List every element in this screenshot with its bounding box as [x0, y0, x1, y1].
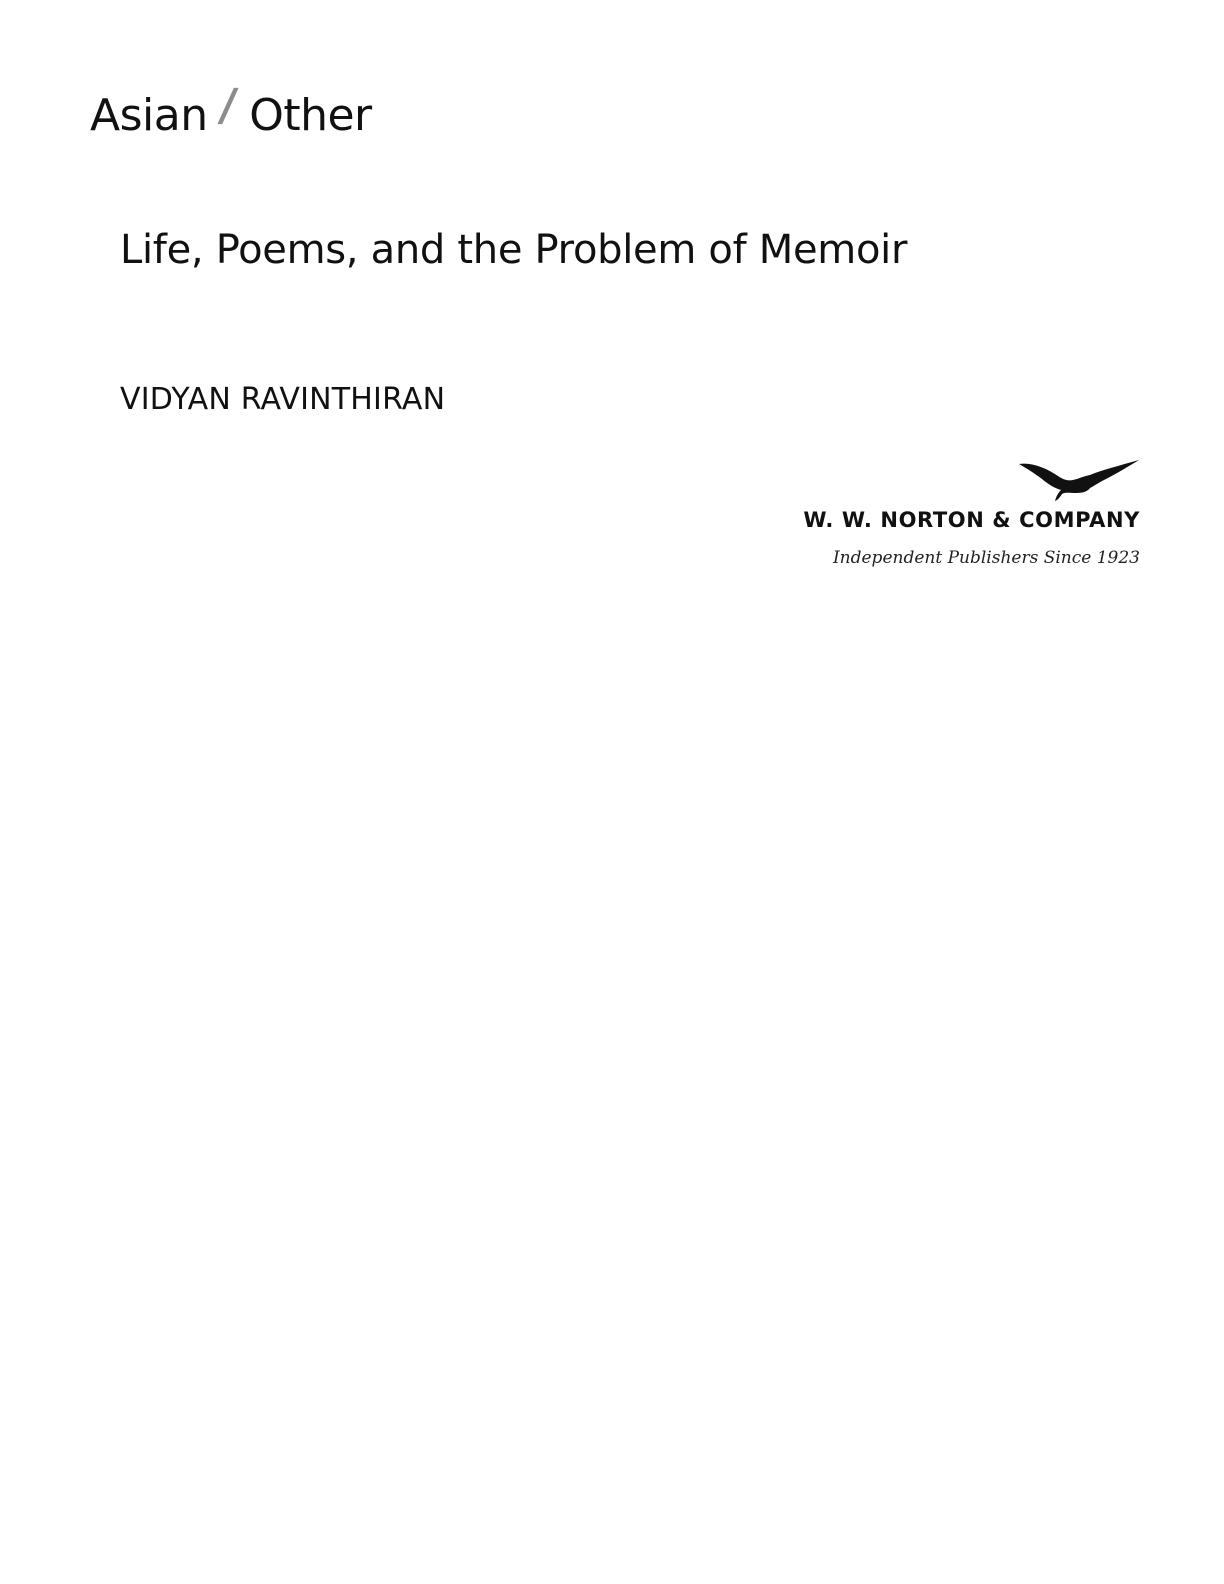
publisher-imprint [720, 458, 1140, 568]
publisher-name: W. W. NORTON & COMPANY [803, 508, 1140, 532]
title-part-2: Other [249, 90, 372, 141]
title-separator: / [216, 80, 239, 131]
title-part-1: Asian [90, 90, 208, 141]
book-subtitle: Life, Poems, and the Problem of Memoir [120, 227, 908, 273]
author-name: VIDYAN RAVINTHIRAN [120, 382, 446, 417]
publisher-tagline: Independent Publishers Since 1923 [832, 548, 1140, 568]
book-title [90, 80, 372, 144]
bird-in-flight-icon [1018, 458, 1140, 502]
